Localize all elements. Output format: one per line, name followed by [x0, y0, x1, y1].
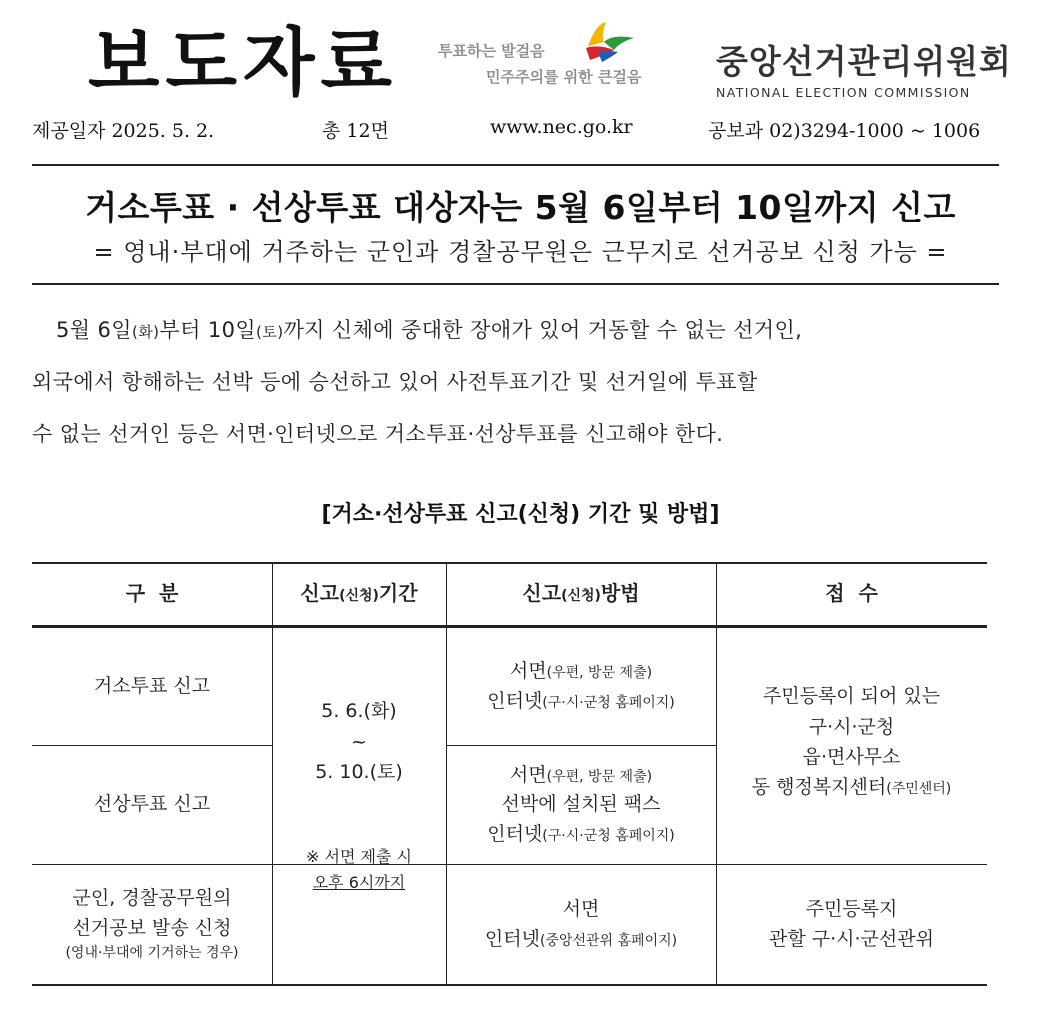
website-link[interactable]: www.nec.go.kr	[490, 116, 633, 138]
header-period: 신고(신청)기간	[300, 581, 418, 605]
body-line-1: 5월 6일(화)부터 10일(토)까지 신체에 중대한 장애가 있어 거동할 수 없는 선거인,	[56, 318, 803, 342]
slogan-logo	[438, 38, 688, 98]
body-line-2: 외국에서 항해하는 선박 등에 승선하고 있어 사전투표기간 및 선거일에 투표할	[32, 370, 758, 394]
row3-category: 군인, 경찰공무원의 선거공보 발송 신청 (영내·부대에 기거하는 경우)	[65, 887, 239, 962]
contact-info: 공보과 02)3294-1000 ~ 1006	[708, 120, 981, 142]
release-date: 제공일자 2025. 5. 2.	[32, 120, 215, 142]
header-rule	[32, 164, 999, 166]
org-name-korean: 중앙선거관리위원회	[716, 42, 1012, 81]
table-bottom-border	[32, 984, 987, 986]
reception-rows-1-2: 주민등록이 되어 있는 구·시·군청 읍·면사무소 동 행정복지센터(주민센터)	[751, 685, 952, 799]
body-line-3: 수 없는 선거인 등은 서면·인터넷으로 거소투표·선상투표를 신고해야 한다.	[32, 422, 724, 446]
header-method: 신고(신청)방법	[522, 581, 640, 605]
slogan-line-1: 투표하는 발걸음	[438, 42, 545, 60]
row2-method: 서면(우편, 방문 제출) 선박에 설치된 팩스 인터넷(구·시·군청 홈페이지)	[487, 763, 675, 845]
headline: 거소투표 · 선상투표 대상자는 5월 6일부터 10일까지 신고	[85, 188, 956, 227]
slogan-line-2: 민주주의를 위한 큰걸음	[486, 68, 642, 86]
headline-rule	[32, 283, 999, 285]
row2-category: 선상투표 신고	[93, 793, 211, 816]
bird-logo-icon	[568, 16, 638, 66]
period-note: ※ 서면 제출 시 오후 6시까지	[306, 847, 412, 892]
header-category: 구 분	[125, 581, 179, 605]
row3-reception: 주민등록지 관할 구·시·군선관위	[769, 898, 934, 950]
page-count: 총 12면	[322, 120, 389, 142]
organization-logo	[716, 36, 1012, 100]
row1-category: 거소투표 신고	[93, 674, 211, 697]
header-reception: 접 수	[825, 581, 878, 605]
row3-method: 서면 인터넷(중앙선관위 홈페이지)	[484, 898, 678, 950]
table-title: [거소·선상투표 신고(신청) 기간 및 방법]	[321, 502, 720, 527]
report-method-table	[32, 562, 987, 986]
subheadline: = 영내·부대에 거주하는 군인과 경찰공무원은 근무지로 선거공보 신청 가능 =	[93, 238, 948, 266]
row1-method: 서면(우편, 방문 제출) 인터넷(구·시·군청 홈페이지)	[487, 660, 675, 712]
press-release-title: 보도자료	[88, 20, 398, 106]
period-dates: 5. 6.(화) ~ 5. 10.(토)	[315, 700, 403, 784]
org-name-english: NATIONAL ELECTION COMMISSION	[716, 85, 971, 100]
